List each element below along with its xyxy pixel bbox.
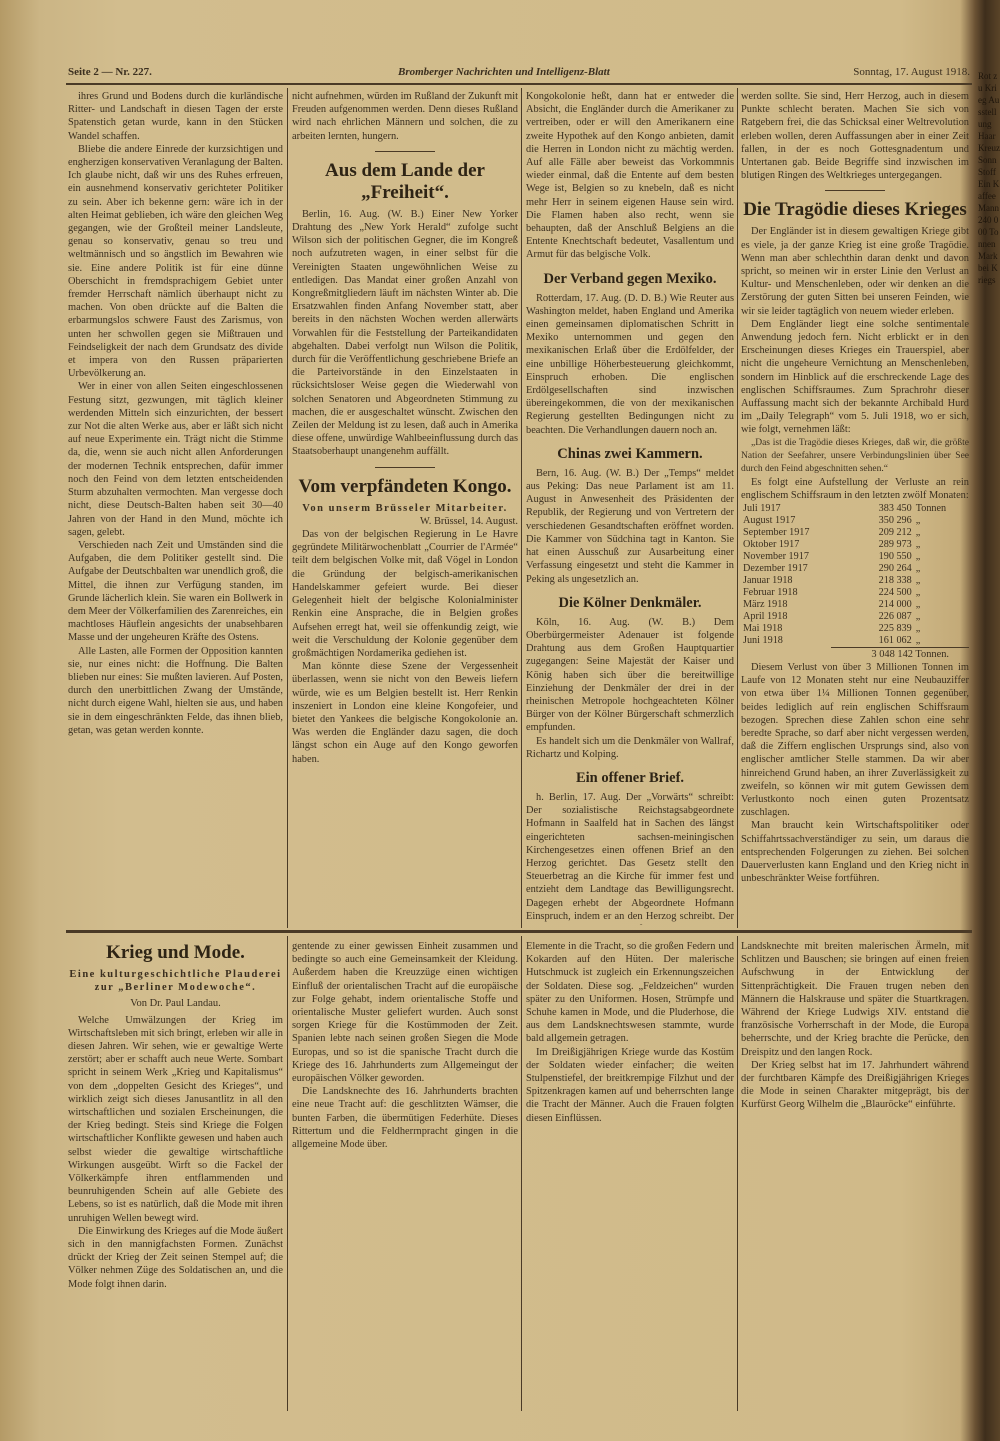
separator — [375, 151, 435, 152]
paragraph: Kongokolonie heßt, dann hat er entweder die Absicht, die Engländer durch die Amerikaner zu vertreiben, oder er will den Amerikanern eine zweite Hypothek auf den Kongo anbieten, damit die Herren in London nicht zu mächtig werden. Auf alle Fälle aber beweist das Vorkommnis wieder einmal, daß die Entente auf dem besten Wege ist, Belgien so zu knebeln, daß es nicht mehr Herr in seinem eigenen Hause sein wird. Die Flamen haben also recht, wenn sie behaupten, daß der Anschluß Belgiens an die Entente Knechtschaft bedeutet, Vasallentum und Armut für das belgische Volk. — [526, 91, 734, 261]
headline-vom-verpfaendeten-kongo: Vom verpfändeten Kongo. — [298, 475, 512, 497]
headline-ein-offener-brief: Ein offener Brief. — [575, 769, 685, 786]
paragraph: Die Landsknechte des 16. Jahrhunderts brachten eine neue Tracht auf: die geschlitzten Wämser, die bunten Farben, die übermütigen Federhüte. Dieses Rittertum und die Feldherrnpracht gingen in die allgemeine Mode über. — [292, 1086, 518, 1151]
paragraph: Es handelt sich um die Denkmäler von Wallraf, Richartz und Kolping. — [526, 735, 734, 760]
paragraph: Es folgt eine Aufstellung der Verluste an rein englischem Schiffsraum in den letzten zwölf Monaten: — [741, 477, 969, 502]
separator — [375, 467, 435, 468]
column-divider — [737, 88, 738, 928]
table-total: 3 048 142 Tonnen. — [831, 647, 969, 661]
unit: „ — [915, 634, 921, 646]
column-divider — [287, 88, 288, 928]
paragraph: Rotterdam, 17. Aug. (D. D. B.) Wie Reuter aus Washington meldet, haben England und Amerika einen gemeinsamen diplomatischen Schritt in Mexiko unternommen und gegen den mexikanischen Erlaß über die Erdölfelder, der eine unbillige Höherbesteuerung gleichkommt, Einspruch erhoben. Die englischen Erdölgesellschaften sind inzwischen übereingekommen, die von der mexikanischen Regierung gestellten Bedingungen nicht zu beachten. Die Verhandlungen dauern noch an. — [526, 292, 734, 436]
table-row — [741, 575, 969, 587]
month: September 1917 — [743, 526, 810, 538]
month: April 1918 — [743, 610, 788, 622]
headline-verband-gegen-mexiko: Der Verband gegen Mexiko. — [543, 270, 717, 287]
paragraph: Landsknechte mit breiten malerischen Ärmeln, mit Schlitzen und Bauschen; sie bringen auf einen freien Aufschwung in der Entwicklung der Sittenprächtigkeit. Die Frauen trugen neben den Männern die Halskrause und später die Stuartkragen. Während der Kriege Ludwigs XIV. entstand die französische Vorherrschaft in der Mode, die Europa beherrschte, und der Krieg brachte die Perücke, den Dreispitz und den langen Rock. — [741, 941, 969, 1058]
paragraph: Wer in einer von allen Seiten eingeschlossenen Festung sitzt, gezwungen, mit täglich kleiner werdenden Mitteln sich einzurichten, der bessert zur Not die alten Werke aus, aber er läßt sich nicht auf neue Experimente ein. Trägt nicht die Stimme da, die, wenn sie auch nicht allen Anforderungen der modernen Technik entsprechen, dafür immer noch den Feind von dem letzten entscheidenden Sturm abzuhalten vermochten. Man vergesse doch nicht, diese Deutsch-Balten haben seit 30—40 Jahren von der Hand in den Mund, möchte ich sagen, gelebt. — [68, 381, 283, 538]
article-byline: Von unserm Brüsseler Mitarbeiter. — [302, 502, 508, 514]
paragraph: Dem Engländer liegt eine solche sentimentale Anwendung jedoch fern. Nicht erblickt er in den Erscheinungen dieses Krieges ein Trauerspiel, aber nicht die ungeheure Vernichtung an Menschenleben, sondern im Hinblick auf die erschreckende Lage des englischen Schiffsraumes. Zum Sprachrohr dieser Auffassung macht sich der bekannte Archibald Hurd im „Daily Telegraph“ vom 5. Juli 1918, wo er sich, wie folgt, vernehmen läßt: — [741, 318, 969, 436]
quote: „Das ist die Tragödie dieses Krieges, daß wir, die größte Nation der Seefahrer, unsere Verbindungslinien über See durch den Feind abgeschnitten sehen.“ — [741, 437, 969, 475]
page-header — [68, 66, 970, 82]
unit: „ — [915, 538, 921, 550]
table-row — [741, 635, 969, 647]
table-row — [741, 599, 969, 611]
paragraph: gentende zu einer gewissen Einheit zusammen und bedingte so auch eine Gemeinsamkeit der Kleidung. Außerdem haben die Kreuzzüge einen wichtigen Einfluß der orientalischen Tracht auf die europäische zur Folge gehabt, indem orientalische Stoffe und orientalische Muster geliefert wurden. Auch sonst sorgen Kriege für die Kostümmoden der Zeit. Spanien lebte nach seinen großen Siegen die Mode Europas, und so ist die spanische Tracht durch die Kriege des 16. Jahrhunderts zum Allgemeingut der europäischen Völker geworden. — [292, 941, 518, 1085]
paragraph: h. Berlin, 17. Aug. Der „Vorwärts“ schreibt: Der sozialistische Reichstagsabgeordnete Hofmann in Saalfeld hat in Sachen des längst eingerichteten sachsen-meiningischen Kirchengesetzes einen offenen Brief an den Herzog gerichtet. Das Gesetz stellt den Steuerbetrag an die Kirche für immer fest und entzieht dem Landtage das Bewilligungsrecht. Dagegen erhebt der Abgeordnete Hofmann Einspruch, indem er an den Herzog schreibt. Der — [526, 791, 734, 922]
paragraph: Der Krieg selbst hat im 17. Jahrhundert während der furchtbaren Kämpfe des Dreißigjährigen Krieges die Mode in seinen Charakter mitgeprägt, bis der Kurfürst Georg Wilhelm die „Blauröcke“ einführte. — [741, 1059, 969, 1111]
tonnage: 209 212 — [878, 526, 912, 538]
paragraph: nicht aufnehmen, würden im Rußland der Zukunft mit Freuden aufgenommen werden. Denn dieses Rußland wird nach ehrlichen Männern und solchen, die zu arbeiten lernten, hungern. — [292, 91, 518, 142]
paragraph: Bliebe die andere Einrede der kurzsichtigen und engherzigen konservativen Veranlagung der Balten. Ich glaube nicht, daß wir uns des Ruhes erfreuen, ein ausnehmend konservativ gerichteter Politiker zu sein. Aber ich bekenne gern: wäre ich in der alten Heimat geblieben, ich wäre den gleichen Weg gegangen, wie der Großteil meiner Landsleute, genau so konservativ, genau so treu und weltmännisch und so ängstlich im Bewahren wie sie. Eine andere Politik ist für eine dünne Oberschicht in fremdsprachigem Gebiet unter fremder Herrschaft nämlich überhaupt nicht zu machen. Von oben drückte auf die Balten die erbarmungslos schwere Faust des Zarismus, von unten her schwollen gegen sie Mißtrauen und Feindseligkeit der nach dem Grundsatz des divide et impera von den Russen präparierten Urbevölkerung an. — [68, 143, 283, 380]
header-rule — [66, 83, 972, 85]
unit: „ — [915, 562, 921, 574]
adjacent-page-edge: Rot zu Krieg Ausstellung Haar Kreuz Sonn Stoff Ein Kaffee Mann 240 000 Tonnen Mark bei Kriegs — [978, 71, 1000, 285]
month: August 1917 — [743, 514, 796, 526]
headline-aus-dem-lande-der-freiheit: Aus dem Lande der „Freiheit“. — [325, 159, 485, 203]
paragraph: Die Einwirkung des Krieges auf die Mode äußert sich in den mannigfachsten Formen. Zunächst drückt der Krieg der Zeit seinen Stempel auf; die Völker nehmen Züge des Soldatischen an, und die Mode folgt ihnen darin. — [68, 1225, 283, 1290]
unit: „ — [915, 574, 921, 586]
month: Juli 1917 — [743, 502, 781, 514]
article-subtitle: Eine kulturgeschichtliche Plauderei zur „Berliner Modewoche“. — [69, 969, 282, 994]
unit: „ — [915, 514, 921, 526]
section-divider — [66, 930, 972, 933]
month: Oktober 1917 — [743, 538, 800, 550]
paragraph: Alle Lasten, alle Formen der Opposition kannten sie, nur eines nicht: die Hoffnung. Die Balten blieben nur eines: Sie mußten lavieren. Auf Posten, durch den unerbittlichen Zwang der Umstände, nicht durch eigene Wahl, hielten sie aus, und haben sie in dem eingeschränkten Felde, das ihnen blieb, getan, was getan werden konnte. — [68, 645, 283, 736]
paragraph: ihres Grund und Bodens durch die kurländische Ritter- und Landschaft in diesen Tagen der erste Spatenstich getan wurde, kann in den Stücken Wandel schaffen. — [68, 91, 283, 142]
month: Juni 1918 — [743, 634, 783, 646]
headline-chinas-zwei-kammern: Chinas zwei Kammern. — [557, 445, 703, 462]
bottom-column-4 — [741, 940, 969, 1410]
tonnage: 218 338 — [878, 574, 912, 586]
month: Dezember 1917 — [743, 562, 808, 574]
unit: Tonnen — [915, 502, 947, 514]
paragraph: Man braucht kein Wirtschaftspolitiker oder Schiffahrtssachverständiger zu sein, um daraus die entsprechenden Folgerungen zu ziehen. Bei solchen Dauerverlusten kann England und den Krieg nicht in unbeschränkter Weise fortführen. — [741, 820, 969, 885]
unit: „ — [915, 526, 921, 538]
unit: „ — [915, 550, 921, 562]
paragraph: Berlin, 16. Aug. (W. B.) Einer New Yorker Drahtung des „New York Herald“ zufolge sucht Wilson sich der politischen Gegner, die im Kongreß noch aufzutreten wagen, in einer selbst für die Vereinigten Staaten ungewöhnlichen Weise zu entledigen. Das Mandat einer großen Anzahl von Kongreßmitgliedern läuft im nächsten Winter ab. Die Ersatzwahlen finden Anfang November statt, aber bereits in den nächsten Wochen werden allerwärts Vorwahlen für die Feststellung der Parteikandidaten abgehalten. Dabei verfolgt nun Wilson die Politik, durch für die Veröffentlichung geschriebene Briefe an die Parteivorstände in den Einzelstaaten in rücksichtsloser Weise gegen die Wiederwahl von solchen Senatoren und Abgeordneten Stimmung zu machen, die er ausgeschaltet wünscht. Zwischen den Zeilen der Meldung ist zu lesen, daß auch in Amerika diese offene, unwürdige Wahlbeeinflussung durch das Staatsoberhaupt unangenehm auffällt. — [292, 208, 518, 458]
month: Januar 1918 — [743, 574, 793, 586]
month: November 1917 — [743, 550, 809, 562]
bottom-column-2 — [292, 940, 518, 1410]
article-dateline: W. Brüssel, 14. August. — [419, 515, 518, 527]
issue-date: Sonntag, 17. August 1918. — [853, 66, 970, 78]
column-3 — [526, 90, 734, 925]
unit: „ — [915, 598, 921, 610]
tonnage: 190 550 — [878, 550, 912, 562]
column-divider — [737, 936, 738, 1411]
tonnage: 224 500 — [878, 586, 912, 598]
paragraph: Im Dreißigjährigen Kriege wurde das Kostüm der Soldaten wieder einfacher; die weiten Stulpenstiefel, der breitkrempige Filzhut und der Spitzenkragen kamen auf und beherrschten lange die Tracht der Männer. Auch die Frauen folgten diesen Einflüssen. — [526, 1046, 734, 1124]
tonnage: 289 973 — [878, 538, 912, 550]
table-row — [741, 551, 969, 563]
headline-tragoedie-dieses-krieges: Die Tragödie dieses Krieges — [743, 199, 967, 221]
tonnage: 290 264 — [878, 562, 912, 574]
table-row — [741, 527, 969, 539]
page-number: Seite 2 — Nr. 227. — [68, 66, 152, 78]
paragraph: Köln, 16. Aug. (W. B.) Dem Oberbürgermeister Adenauer ist folgende Drahtung aus dem Großen Hauptquartier zugegangen: Seine Majestät der Kaiser und König haben sich über die bereitwillige Einziehung der Denkmäler der drei in der rheinischen Metropole hochgeachteten Kölner Bürger von der Kölner Bürgerschaft schmerzlich empfunden. — [526, 616, 734, 734]
paragraph: Man könnte diese Szene der Vergessenheit überlassen, wenn sie nicht von den Beweis liefern würde, wie es um Belgien bestellt ist. Herr Renkin inszeniert in London eine kleine Kongofeier, und bietet den Yankees die belgische Kongokolonie an. Was werden die Engländer dazu sagen, die doch längst schon ein Auge auf den Kongo geworfen haben. — [292, 661, 518, 765]
column-1 — [68, 90, 283, 925]
paragraph: Elemente in die Tracht, so die großen Federn und Kokarden auf den Hüten. Der malerische Hutschmuck ist zugleich ein Erkennungszeichen der Soldaten. Diese sog. „Feldzeichen“ wurden später zu den Uniformen. Hosen, Strümpfe und Schuhe kamen in Mode, und die Pluderhose, die aus dem Landsknechtswesen stammte, wurde bald allgemein getragen. — [526, 941, 734, 1045]
article-author: Von Dr. Paul Landau. — [130, 998, 221, 1010]
table-row — [741, 539, 969, 551]
paragraph: Das von der belgischen Regierung in Le Havre gegründete Militärwochenblatt „Courrier de l'Armée“ teilt dem belgischen Volke mit, daß Vögel in London die Gründung der belgisch-amerikanischen Handelskammer gefeiert wurde. Bei dieser Gelegenheit hielt der belgische Kolonialminister Renkin eine Ansprache, die in Belgien großes Aufsehen erregt hat, weil sie offenkundig zeigt, wie weit die Verschuldung der Kolonie gegenüber dem großmächtigen Nordamerika gediehen ist. — [292, 529, 518, 659]
separator — [825, 190, 885, 191]
headline-krieg-und-mode: Krieg und Mode. — [106, 942, 245, 963]
tonnage: 226 087 — [878, 610, 912, 622]
column-4 — [741, 90, 969, 925]
tonnage: 214 000 — [878, 598, 912, 610]
table-row — [741, 623, 969, 635]
headline-koelner-denkmaeler: Die Kölner Denkmäler. — [558, 594, 702, 611]
shipping-loss-table — [741, 503, 969, 647]
tonnage: 383 450 — [878, 502, 912, 514]
bottom-column-3 — [526, 940, 734, 1410]
newspaper-title: Bromberger Nachrichten und Intelligenz-Blatt — [398, 66, 610, 78]
tonnage: 350 296 — [878, 514, 912, 526]
paragraph: Bern, 16. Aug. (W. B.) Der „Temps“ meldet aus Peking: Das neue Parlament ist am 11. August in Anwesenheit des Präsidenten der Republik, der Regierung und von Vertretern der verschiedenen Gesandtschaften eröffnet worden. Die Kammer von Südchina tagt in Kanton. Sie hat einen Ausschuß zur Ausarbeitung einer Verfassung eingesetzt und steht die Kammer in Peking als ungesetzlich an. — [526, 467, 734, 585]
tonnage: 225 839 — [878, 622, 912, 634]
paragraph: werden sollte. Sie sind, Herr Herzog, auch in diesem Punkte schlecht beraten. Machen Sie sich von Ratgebern frei, die das Schicksal einer Weltrevolution erleben wollen, deren Auffassungen aber in einer Zeit fallen, in der es noch Gottesgnadentum und Untertanen gab. Beide Begriffe sind inzwischen im blutigen Ringen des Weltkrieges untergegangen. — [741, 91, 969, 182]
unit: „ — [915, 610, 921, 622]
paragraph: Der Engländer ist in diesem gewaltigen Kriege gibt es viele, ja der ganze Krieg ist eine große Tragödie. Wenn man aber schlechthin daran denkt und davon spricht, so meinen wir in erster Linie den Verlust an Kultur- und Menschenleben, oder wir denken an die Zerstörung der guten Sitten bei unseren Feinden, wie wir sie leider tagtäglich von neuem wieder erleben. — [741, 226, 969, 317]
month: Februar 1918 — [743, 586, 798, 598]
column-2 — [292, 90, 518, 925]
table-row — [741, 587, 969, 599]
table-row — [741, 515, 969, 527]
paragraph: Welche Umwälzungen der Krieg im Wirtschaftsleben mit sich bringt, erleben wir alle in diesen Jahren. Wir sehen, wie er gewaltige Werte zerstört; aber er schafft auch neue Werte. Sombart spricht in seinem Werk „Krieg und Kapitalismus“ von dem „doppelten Gesicht des Krieges“, und wirklich zeigt sich dieses Janusantlitz in all den wirtschaftlichen und sozialen Erscheinungen, die der Krieg bedingt. Steis sind Kriege die Folgen wirtschaftlicher Konflikte gewesen und haben auch selbst wieder die gewaltige wirtschaftliche Wirkungen ausgeübt. Wirft so die Fackel der Völkerkämpfe ihren entflammenden und beunruhigenden Schein auf alle Gebiete des Lebens, so ist es natürlich, daß die Mode mit ihren unruhigen Wellen bewegt wird. — [68, 1014, 283, 1224]
paragraph: Verschieden nach Zeit und Umständen sind die Aufgaben, die dem Politiker gestellt sind. Die Aufgabe der Deutschbalten war unendlich groß, die Mittel, die ihnen zur Verfügung standen, im Grunde lächerlich klein. Sie waren ein Bollwerk in dem Meer der Völkerfamilien des Zarenreiches, ein machtloses Häuflein angesichts der unabsehbaren Masse und der ungeheuren Kräfte des Ostens. — [68, 539, 283, 644]
column-divider — [521, 936, 522, 1411]
column-divider — [287, 936, 288, 1411]
bottom-column-1 — [68, 940, 283, 1410]
unit: „ — [915, 622, 921, 634]
month: März 1918 — [743, 598, 788, 610]
column-divider — [521, 88, 522, 928]
table-row — [741, 503, 969, 515]
table-row — [741, 563, 969, 575]
unit: „ — [915, 586, 921, 598]
tonnage: 161 062 — [878, 634, 912, 646]
table-row — [741, 611, 969, 623]
month: Mai 1918 — [743, 622, 783, 634]
paragraph: Diesem Verlust von über 3 Millionen Tonnen im Laufe von 12 Monaten steht nur eine Neubauziffer von etwa über 1¼ Millionen Tonnen gegenüber, beides lediglich auf rein englischen Schiffsraum bezogen. Sprechen diese Zahlen schon eine sehr beredte Sprache, so darf aber nicht vergessen werden, daß die Ziffern englischen Ursprungs sind, also von englischer amtlicher Stelle stammen. Da wir aber hinreichend Grund haben, an ihrer Zuverlässigkeit zu zweifeln, so können wir mit gutem Gewissen dem Verlustkonto noch einen guten Prozentsatz zuschlagen. — [741, 661, 969, 819]
